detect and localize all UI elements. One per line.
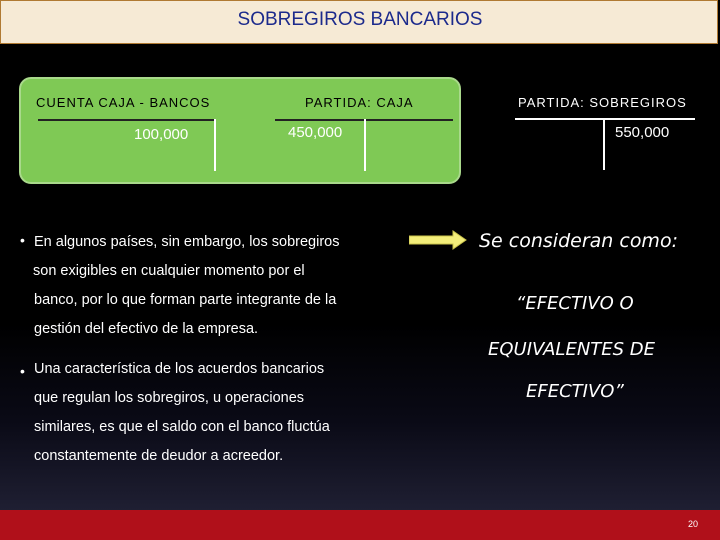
bullet-line: constantemente de deudor a acreedor. [34, 448, 284, 464]
bullet-paragraph [34, 355, 330, 471]
bullet-line: banco, por lo que forman parte integrante de la [34, 292, 337, 308]
bullet-icon: • [20, 363, 25, 379]
bullet-line: son exigibles en cualquier momento por el [33, 263, 305, 279]
bullet-line: similares, es que el saldo con el banco fluctúa [34, 419, 330, 435]
slide-title: SOBREGIROS BANCARIOS [237, 9, 483, 30]
t-account-amount-caja-bancos: 100,000 [134, 126, 189, 143]
t-account-amount-caja: 450,000 [288, 124, 343, 141]
callout-line: EFECTIVO” [526, 381, 624, 402]
footer-bar [0, 510, 720, 540]
page-number: 20 [687, 519, 698, 529]
bullet-line: Una característica de los acuerdos bancarios [34, 361, 325, 377]
bullet-icon: • [20, 232, 25, 248]
right-arrow-icon [409, 230, 467, 250]
callout-line: EQUIVALENTES DE [488, 339, 656, 360]
callout-line: “EFECTIVO O [516, 293, 634, 314]
t-account-divider [603, 118, 605, 170]
bullet-paragraph [34, 228, 339, 344]
t-account-top-line [38, 119, 214, 121]
callout-lead: Se consideran como: [479, 230, 678, 252]
t-account-label-caja: PARTIDA: CAJA [305, 95, 414, 110]
bullet-line: En algunos países, sin embargo, los sobregiros [34, 234, 340, 250]
t-account-top-line [515, 118, 695, 120]
t-account-label-sobregiros: PARTIDA: SOBREGIROS [518, 95, 687, 110]
t-account-label-caja-bancos: CUENTA CAJA - BANCOS [36, 95, 211, 110]
bullet-line: gestión del efectivo de la empresa. [34, 321, 259, 337]
bullet-line: que regulan los sobregiros, u operaciones [34, 390, 305, 406]
t-account-panel [19, 77, 461, 184]
t-account-amount-sobregiros: 550,000 [615, 124, 670, 141]
t-account-divider [214, 119, 216, 171]
t-account-divider [364, 119, 366, 171]
